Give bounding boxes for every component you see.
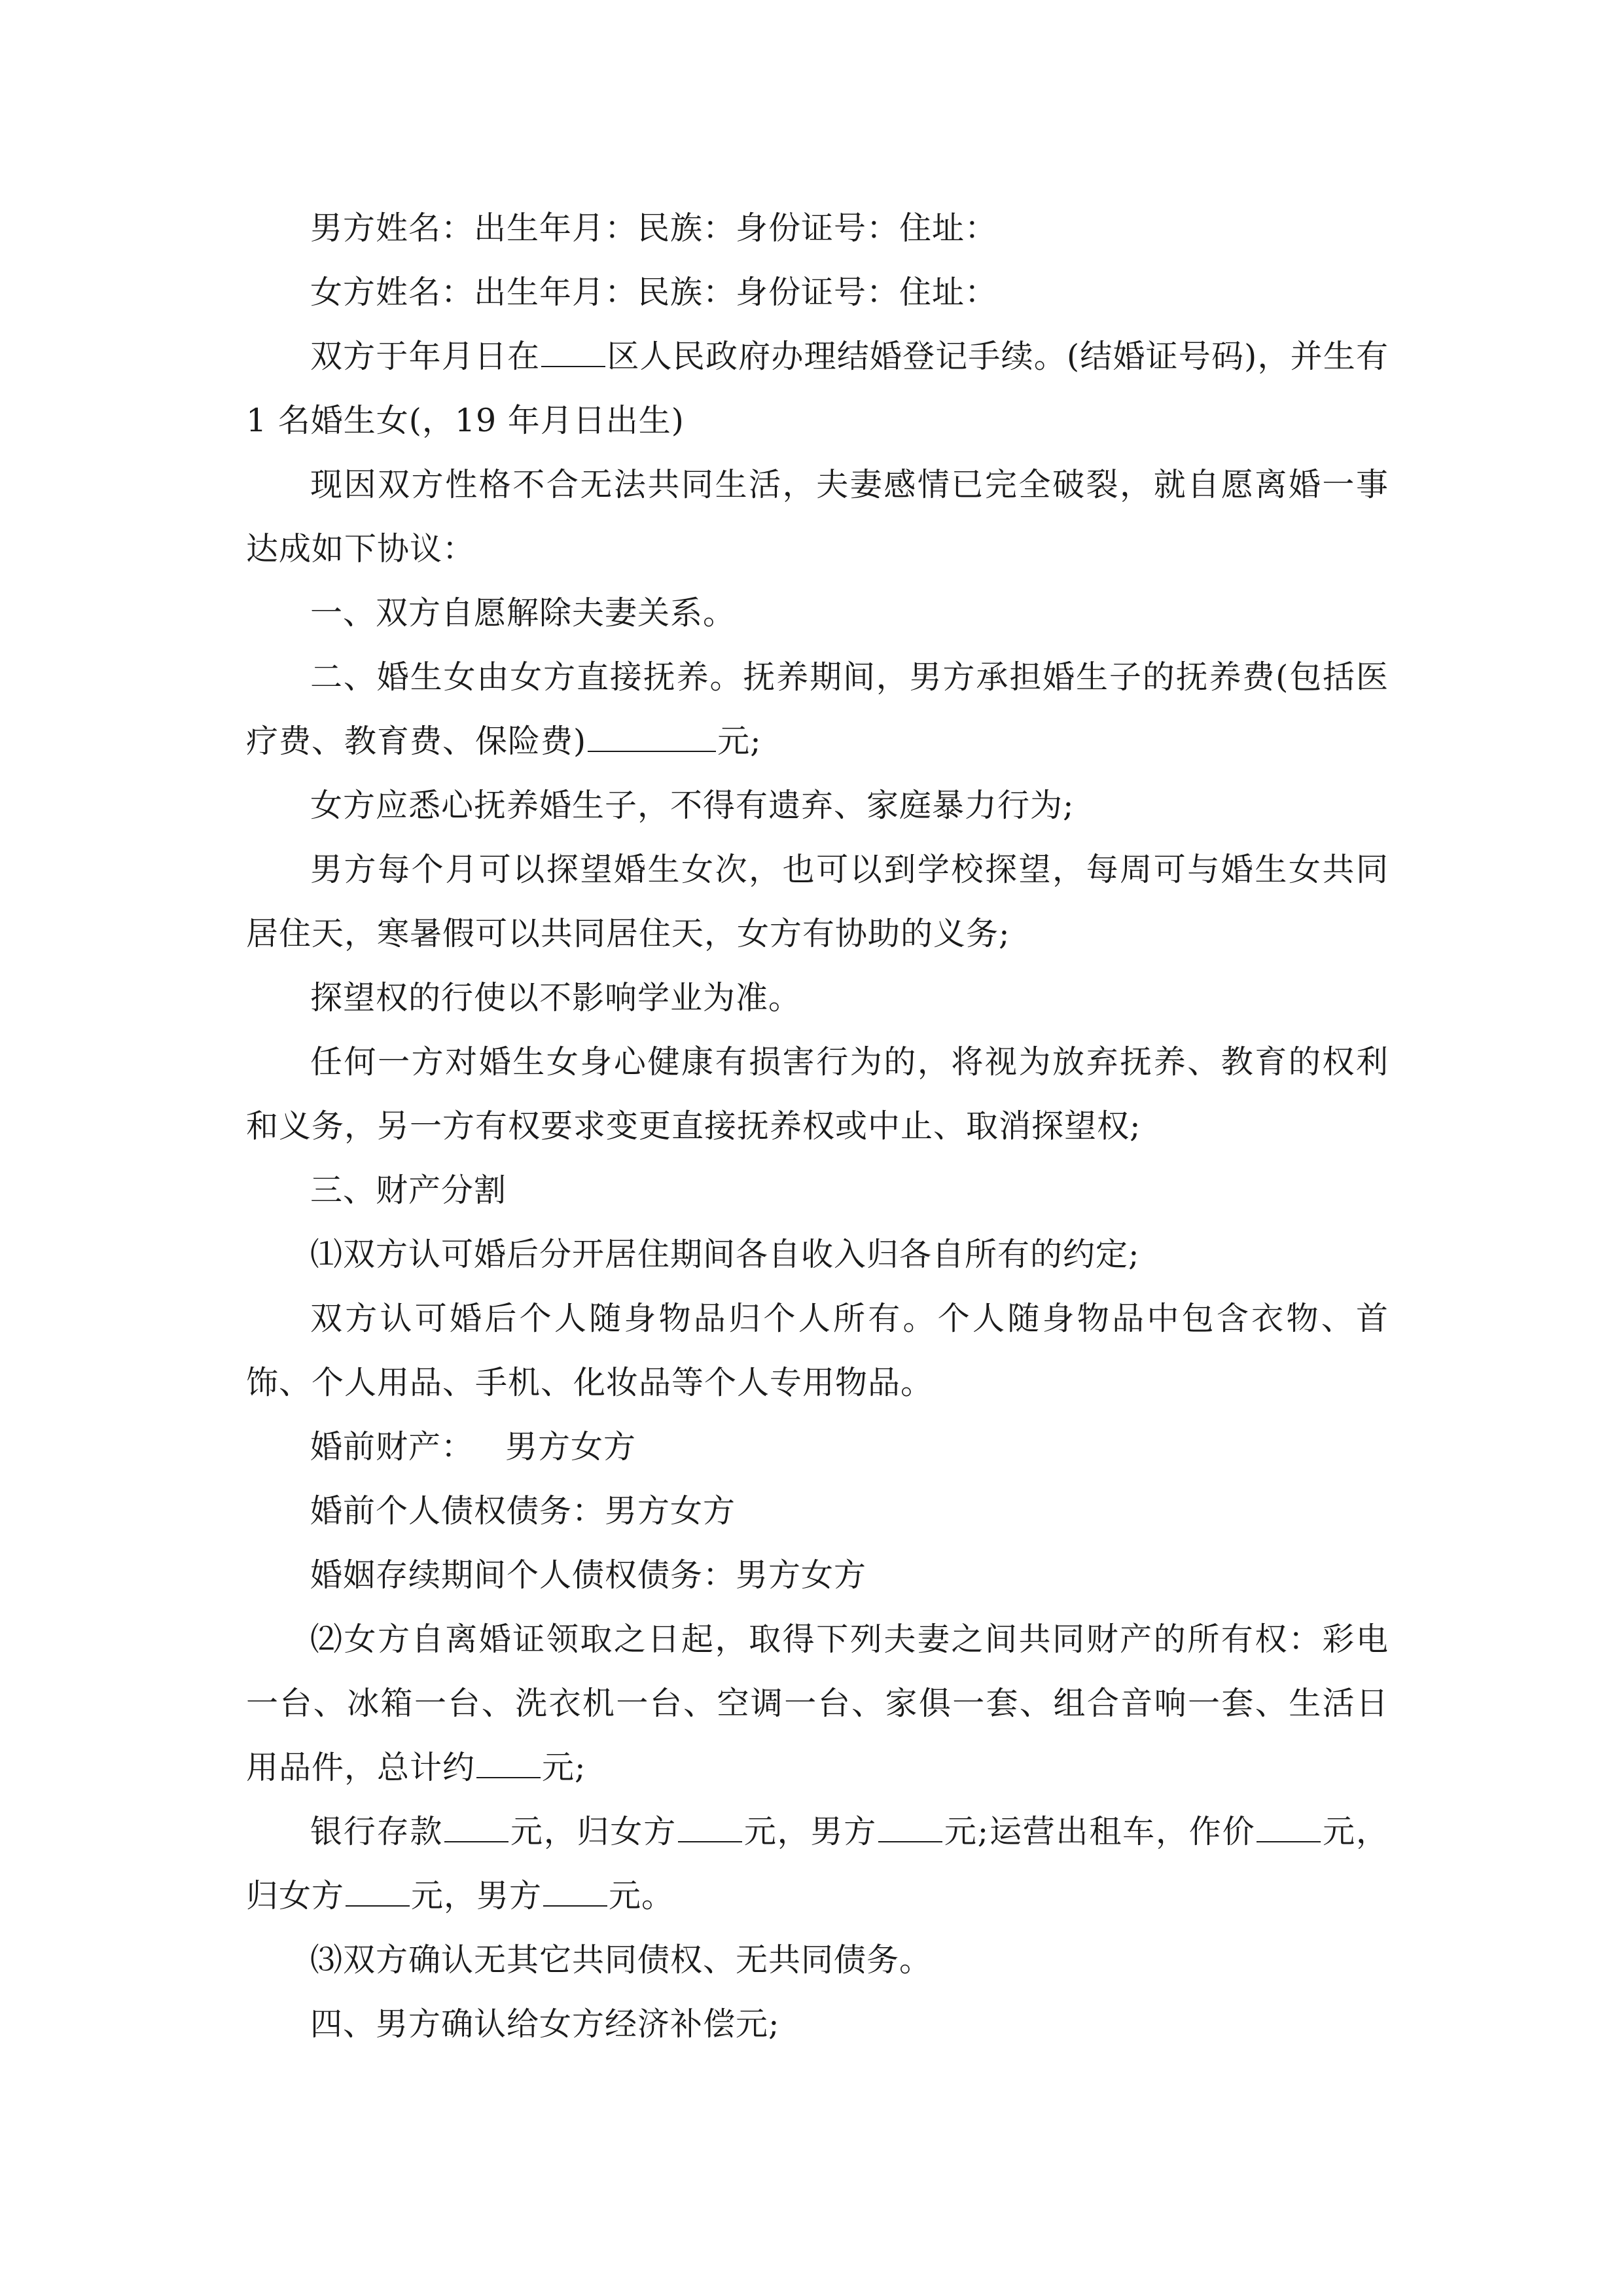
blank-line: [346, 1867, 410, 1907]
blank-line: [1257, 1803, 1321, 1842]
text-segment: 婚前财产：: [310, 1428, 474, 1465]
clause-3-heading: 三、财产分割: [310, 1172, 507, 1209]
text-segment: 元。: [609, 1877, 675, 1914]
female-info-line: 女方姓名：出生年月：民族：身份证号：住址：: [310, 274, 998, 311]
clause-2-forfeit: 任何一方对婚生女身心健康有损害行为的，将视为放弃抚养、教育的权利和义务，另一方有权要求变更直接抚养权或中止、取消探望权;: [246, 1043, 1389, 1145]
blank-line: [444, 1803, 508, 1842]
blank-line: [543, 1867, 607, 1907]
text-segment: 元，男方: [743, 1813, 878, 1850]
blank-line: [476, 1739, 541, 1778]
clause-1: 一、双方自愿解除夫妻关系。: [310, 594, 736, 632]
text-segment: 元，归女方: [246, 1813, 1389, 1914]
clause-2: [246, 645, 1389, 774]
text-segment: 元;: [717, 723, 762, 760]
text-segment: 银行存款: [310, 1813, 444, 1850]
marriage-registration-paragraph: [246, 325, 1389, 453]
premarital-debts-line: 婚前个人债权债务：男方女方: [310, 1492, 736, 1530]
text-segment: 男方女方: [505, 1428, 637, 1465]
blank-line: [878, 1803, 942, 1842]
clause-3-1: ⑴双方认可婚后分开居住期间各自收入归各自所有的约定;: [310, 1236, 1140, 1273]
clause-2-visit: 男方每个月可以探望婚生女次，也可以到学校探望，每周可与婚生女共同居住天，寒暑假可以共同居住天，女方有协助的义务;: [246, 851, 1389, 952]
document-body: [246, 196, 1389, 2056]
text-segment: ⑵女方自离婚证领取之日起，取得下列夫妻之间共同财产的所有权：彩电一台、冰箱一台、洗衣机一台、空调一台、家俱一套、组合音响一套、生活日用品件，总计约: [246, 1621, 1389, 1786]
blank-line: [588, 713, 716, 752]
reason-paragraph: 现因双方性格不合无法共同生活，夫妻感情已完全破裂，就自愿离婚一事达成如下协议：: [246, 466, 1389, 567]
text-segment: 元，归女方: [510, 1813, 677, 1850]
text-segment: 元;: [542, 1749, 586, 1786]
text-segment: 双方于年月日在: [310, 338, 541, 375]
clause-2-visit-limit: 探望权的行使以不影响学业为准。: [310, 979, 802, 1016]
marital-debts-line: 婚姻存续期间个人债权债务：男方女方: [310, 1556, 867, 1594]
text-segment: 元;运营出租车，作价: [944, 1813, 1256, 1850]
text-segment: 区人民政府办理结婚登记手续。(结婚证号码)，并生有 1 名婚生女(，19 年月日出生): [246, 338, 1389, 439]
clause-3-personal-items: 双方认可婚后个人随身物品归个人所有。个人随身物品中包含衣物、首饰、个人用品、手机、化妆品等个人专用物品。: [246, 1300, 1389, 1401]
blank-line: [541, 328, 605, 367]
premarital-property-line: [246, 1415, 1389, 1479]
clause-4: 四、男方确认给女方经济补偿元;: [310, 2005, 780, 2043]
text-segment: 二、婚生女由女方直接抚养。抚养期间，男方承担婚生子的抚养费(包括医疗费、教育费、保险费): [246, 658, 1389, 760]
blank-line: [678, 1803, 742, 1842]
male-info-line: 男方姓名：出生年月：民族：身份证号：住址：: [310, 209, 998, 247]
clause-3-3: ⑶双方确认无其它共同债权、无共同债务。: [310, 1941, 933, 1979]
text-segment: 元，男方: [411, 1877, 543, 1914]
bank-deposit-paragraph: [246, 1800, 1389, 1928]
clause-3-2: [246, 1607, 1389, 1800]
clause-2-care: 女方应悉心抚养婚生子，不得有遗弃、家庭暴力行为;: [310, 787, 1075, 824]
